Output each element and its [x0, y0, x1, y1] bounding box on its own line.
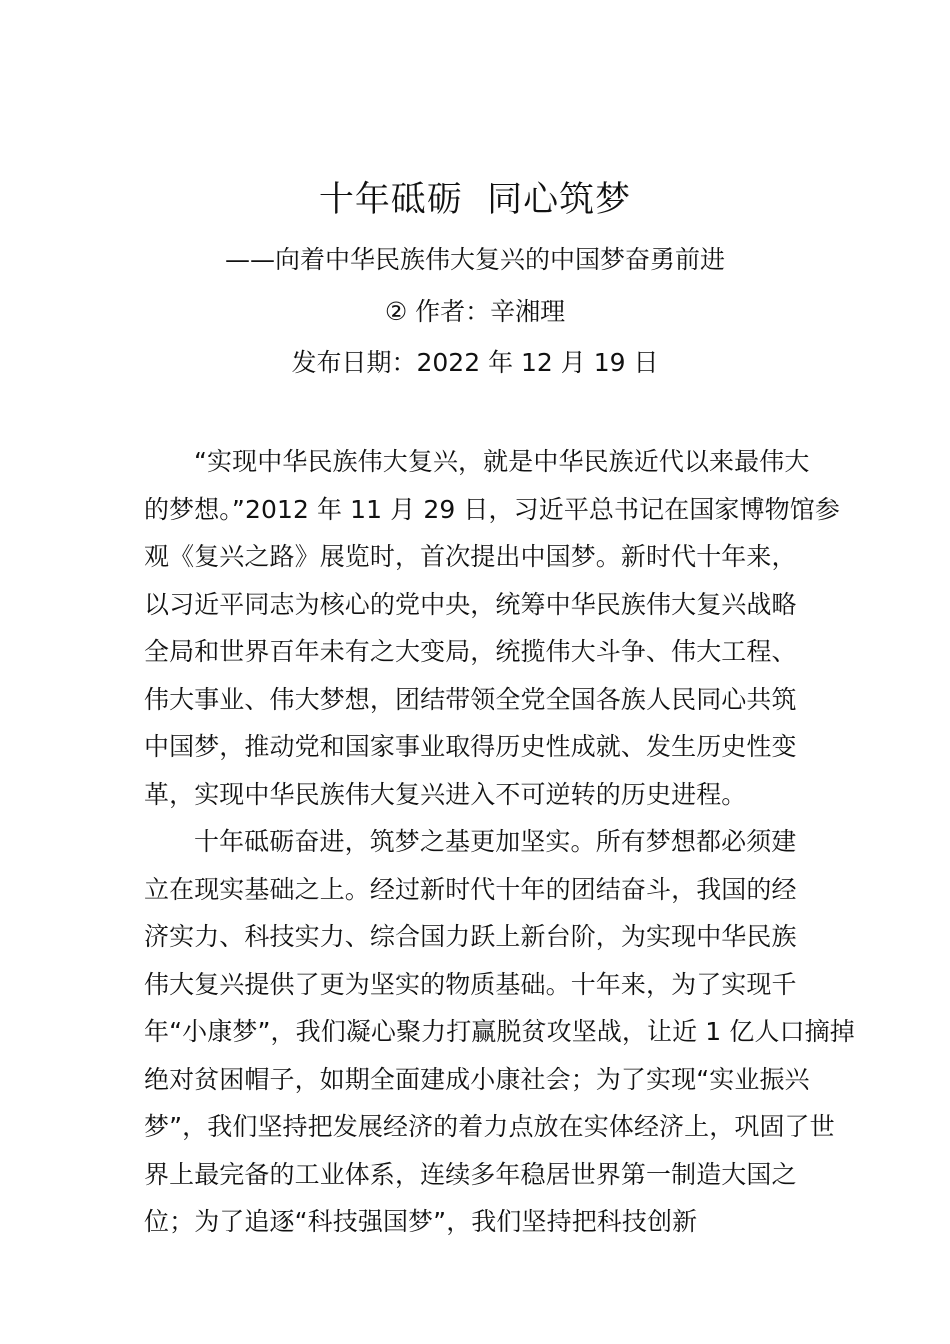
- paragraph-1-line: 伟大事业、伟大梦想，团结带领全党全国各族人民同心共筑: [144, 684, 797, 714]
- publish-date: 发布日期：2022 年 12 月 19 日: [291, 348, 659, 377]
- document-title: 十年砥砺 同心筑梦: [318, 180, 632, 220]
- paragraph-1-line: 观《复兴之路》展览时，首次提出中国梦。新时代十年来，: [144, 542, 797, 571]
- paragraph-1-line: “实现中华民族伟大复兴，就是中华民族近代以来最伟大: [194, 447, 810, 476]
- paragraph-2-line: 梦”，我们坚持把发展经济的着力点放在实体经济上，巩固了世: [144, 1112, 835, 1141]
- paragraph-2-line: 位；为了追逐“科技强国梦”，我们坚持把科技创新: [144, 1207, 698, 1236]
- paragraph-1-line: 的梦想。”2012 年 11 月 29 日，习近平总书记在国家博物馆参: [144, 494, 840, 524]
- document-subtitle: ——向着中华民族伟大复兴的中国梦奋勇前进: [224, 245, 725, 274]
- paragraph-2-line: 界上最完备的工业体系，连续多年稳居世界第一制造大国之: [144, 1159, 797, 1189]
- paragraph-1-line: 中国梦，推动党和国家事业取得历史性成就、发生历史性变: [144, 732, 797, 761]
- paragraph-1-line: 革，实现中华民族伟大复兴进入不可逆转的历史进程。: [144, 779, 747, 809]
- paragraph-2-line: 伟大复兴提供了更为坚实的物质基础。十年来，为了实现千: [144, 969, 797, 999]
- author-line: ② 作者：辛湘理: [384, 297, 566, 326]
- paragraph-1-line: 以习近平同志为核心的党中央，统筹中华民族伟大复兴战略: [144, 589, 797, 619]
- article-body: [144, 438, 855, 1246]
- paragraph-1-line: 全局和世界百年未有之大变局，统揽伟大斗争、伟大工程、: [144, 637, 797, 666]
- paragraph-2-line: 年“小康梦”，我们凝心聚力打赢脱贫攻坚战，让近 1 亿人口摘掉: [144, 1017, 855, 1046]
- paragraph-2-line: 十年砥砺奋进，筑梦之基更加坚实。所有梦想都必须建: [194, 827, 797, 856]
- paragraph-2-line: 绝对贫困帽子，如期全面建成小康社会；为了实现“实业振兴: [144, 1064, 810, 1094]
- paragraph-2-line: 立在现实基础之上。经过新时代十年的团结奋斗，我国的经: [144, 874, 797, 904]
- paragraph-2-line: 济实力、科技实力、综合国力跃上新台阶，为实现中华民族: [144, 922, 797, 951]
